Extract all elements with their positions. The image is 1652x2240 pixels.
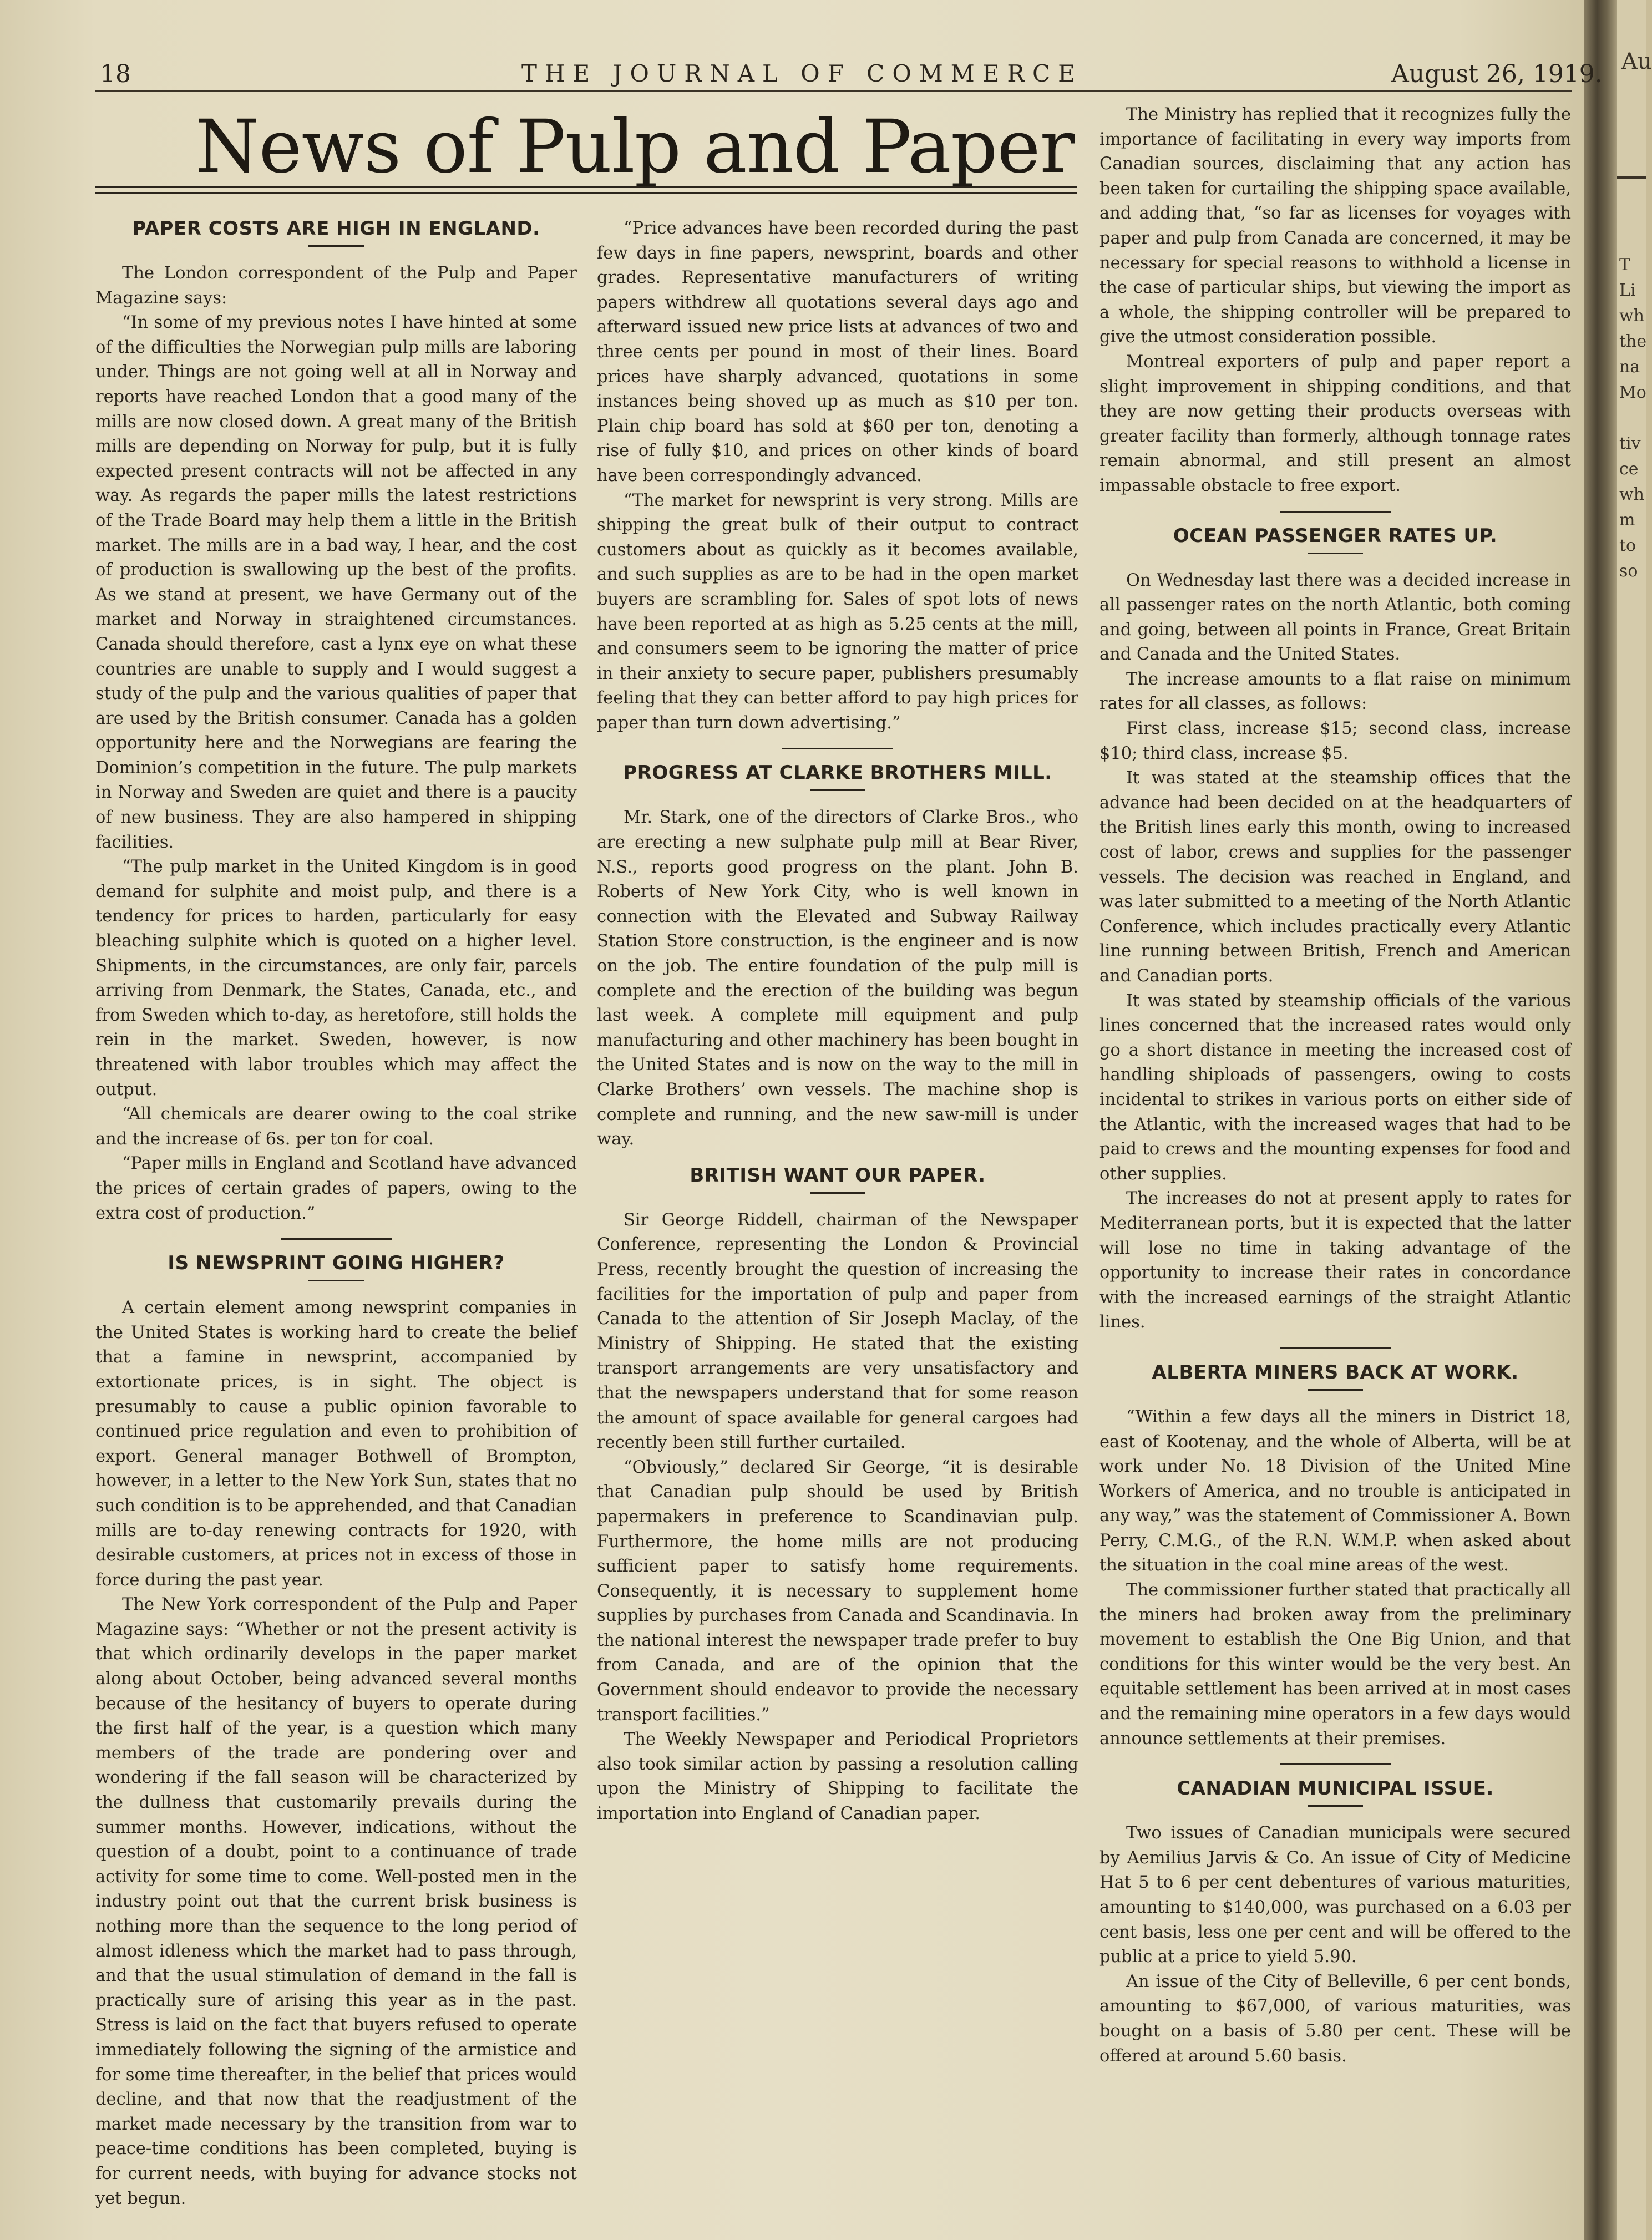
headline-rule [1308,1805,1363,1807]
headline-municipal-issue: CANADIAN MUNICIPAL ISSUE. [1177,1777,1494,1800]
paragraph: The New York correspondent of the Pulp and Paper Magazine says: “Whether or not the present activity is that which ordinarily develops in the paper market along about October, being advanced several months because of the hesitancy of buyers to operate during the first half of the year, is a question which many members of the trade are pondering over and wondering if the fall season will be characterized by the dullness that customarily prevails during the summer months. However, indications, without the question of a doubt, point to a continuance of trade activity for some time to come. Well-posted men in the industry point out that the current brisk business is nothing more than the sequence to the long period of almost idleness which the market had to pass through, and that the usual stimulation of demand in the fall is practically sure of arising this year as in the past. Stress is laid on the fact that buyers refused to operate immediately following the signing of the armistice and for some time thereafter, in the belief that prices would decline, and that now that the readjustment of the market made necessary by the transition from war to peace-time conditions has been completed, buying is for current needs, with buying for advance stocks not yet begun. [95,1595,577,2208]
column-3 [1099,103,1571,2069]
paragraph: Montreal exporters of pulp and paper report a slight improvement in shipping conditions, and that they are now getting their products overseas with greater facility than formerly, although tonnage rates remain abnormal, and still present an almost impassable obstacle to free export. [1099,352,1571,495]
adjacent-page-text: T Li wh the na Mo tiv ce wh m to so [1619,255,1647,581]
column-1 [95,216,577,2211]
issue-date: August 26, 1919. [1391,60,1603,88]
paragraph: An issue of the City of Belleville, 6 per cent bonds, amounting to $67,000, of various maturities, was bought on a basis of 5.80 per cent. These will be offered at around 5.60 basis. [1099,1972,1571,2066]
paragraph: The Ministry has replied that it recognizes fully the importance of facilitating in every way imports from Canadian sources, disclaiming that any action has been taken for curtailing the shipping space available, and adding that, “so far as licenses for voyages with paper and pulp from Canada are concerned, it may be necessary for special reasons to withhold a license in the case of particular ships, but viewing the import as a whole, the shipping controller will be prepared to give the utmost consideration possible. [1099,105,1571,347]
paragraph: The increases do not at present apply to rates for Mediterranean ports, but it is expected that the latter will lose no time in taking advantage of the opportunity to increase their rates in concordance with the increased earnings of the straight Atlantic lines. [1099,1189,1571,1332]
headline-rule [1308,1389,1363,1391]
paragraph: “Within a few days all the miners in District 18, east of Kootenay, and the whole of Alberta, will be at work under No. 18 Division of the United Mine Workers of America, and no trouble is anticipated in any way,” was the statement of Commissioner A. Bown Perry, C.M.G., of the R.N. W.M.P. when asked about the situation in the coal mine areas of the west. [1099,1407,1571,1575]
paragraph: Sir George Riddell, chairman of the Newspaper Conference, representing the London & Provincial Press, recently brought the question of increasing the facilities for the importation of pulp and paper from Canada to the attention of Sir Joseph Maclay, of the Ministry of Shipping. He stated that the existing transport arrangements are very unsatisfactory and that the newspapers understand that for some reason the amount of space available for general cargoes had recently been still further curtailed. [597,1210,1078,1453]
header-rule [95,90,1572,92]
paragraph: Two issues of Canadian municipals were secured by Aemilius Jarvis & Co. An issue of City of Medicine Hat 5 to 6 per cent debentures of various maturities, amounting to $140,000, was purchased on a 6.03 per cent basis, less one per cent and will be offered to the public at a price to yield 5.90. [1099,1823,1571,1967]
article-separator [1280,1763,1391,1765]
section-title: News of Pulp and Paper [195,104,1075,190]
journal-title: THE JOURNAL OF COMMERCE [521,60,1083,87]
section-masthead [95,99,1077,199]
headline-alberta-miners: ALBERTA MINERS BACK AT WORK. [1152,1361,1519,1383]
headline-paper-costs: PAPER COSTS ARE HIGH IN ENGLAND. [132,217,540,240]
headline-rule [1308,553,1363,554]
headline-newsprint: IS NEWSPRINT GOING HIGHER? [168,1252,505,1275]
headline-british-want-paper: BRITISH WANT OUR PAPER. [690,1164,986,1187]
column-2 [597,216,1078,1827]
paragraph: The commissioner further stated that practically all the miners had broken away from the preliminary movement to establish the One Big Union, and that conditions for this winter would be the very best. An equitable settlement has been arrived at in most cases and the remaining mine operators in a few days would announce settlements at their premises. [1099,1580,1571,1749]
paragraph: It was stated by steamship officials of the various lines concerned that the increased rates would only go a short distance in meeting the increased cost of handling shiploads of passengers, owing to costs incidental to strikes in various ports on either side of the Atlantic, with the increased wages that had to be paid to crews and the mounting expenses for food and other supplies. [1099,991,1571,1184]
headline-rule [308,1280,364,1281]
article-separator [1280,1347,1391,1349]
headline-clarke-brothers: PROGRESS AT CLARKE BROTHERS MILL. [623,762,1052,784]
paragraph: On Wednesday last there was a decided increase in all passenger rates on the north Atlantic, both coming and going, between all points in France, Great Britain and Canada and the United States. [1099,570,1571,665]
paragraph: “Paper mills in England and Scotland have advanced the prices of certain grades of papers, owing to the extra cost of production.” [95,1154,577,1223]
paragraph: The London correspondent of the Pulp and Paper Magazine says: [95,263,577,308]
adjacent-page-rule [1617,176,1646,179]
binding-gutter [1584,0,1617,2240]
paragraph: “All chemicals are dearer owing to the coal strike and the increase of 6s. per ton for coal. [95,1104,577,1149]
headline-rule [810,789,865,791]
headline-rule [308,245,364,247]
paragraph: A certain element among newsprint companies in the United States is working hard to create the belief that a famine in newsprint, accompanied by extortionate prices, is in sight. The object is presumably to cause a public opinion favorable to continued price regulation and even to prohibition of export. General manager Bothwell of Brompton, however, in a letter to the New York Sun, states that no such condition is to be apprehended, and that Canadian mills are to-day renewing contracts for 1920, with desirable customers, at prices not in excess of those in force during the past year. [95,1298,577,1590]
paragraph: “The market for newsprint is very strong. Mills are shipping the great bulk of their output to contract customers about as quickly as it becomes available, and such supplies as are to be had in the open market buyers are scrambling for. Sales of spot lots of news have been reported at as high as 5.25 cents at the mill, and consumers seem to be ignoring the matter of price in their anxiety to secure paper, publishers presumably feeling that they can better afford to pay high prices for paper than turn down advertising.” [597,490,1078,733]
paragraph: It was stated at the steamship offices that the advance had been decided on at the headquarters of the British lines early this month, owing to increased cost of labor, crews and supplies for the passenger vessels. The decision was reached in England, and was later submitted to a meeting of the North Atlantic Conference, which includes practically every Atlantic line running between British, French and American and Canadian ports. [1099,768,1571,986]
article-separator [281,1238,392,1240]
paragraph: The Weekly Newspaper and Periodical Proprietors also took similar action by passing a resolution calling upon the Ministry of Shipping to facilitate the importation into England of Canadian paper. [597,1730,1078,1824]
paragraph: The increase amounts to a flat raise on minimum rates for all classes, as follows: [1099,669,1571,714]
paragraph: Mr. Stark, one of the directors of Clarke Bros., who are erecting a new sulphate pulp mill at Bear River, N.S., reports good progress on the plant. John B. Roberts of New York City, who is well known in connection with the Elevated and Subway Railway Station Store construction, is the engineer and is now on the job. The entire foundation of the pulp mill is complete and the erection of the building was begun last week. A complete mill equipment and pulp manufacturing and other machinery has been bought in the United States and is now on the way to the mill in Clarke Brothers’ own vessels. The machine shop is complete and running, and the new saw-mill is under way. [597,808,1078,1149]
masthead-rule-top [95,186,1077,188]
paragraph: “Obviously,” declared Sir George, “it is desirable that Canadian pulp should be used by British papermakers in preference to Scandinavian pulp. Furthermore, the home mills are not producing sufficient paper to satisfy home requirements. Consequently, it is necessary to supplement home supplies by purchases from Canada and Scandinavia. In the national interest the newspaper trade prefer to buy from Canada, and are of the opinion that the Government should endeavor to provide the necessary transport facilities.” [597,1457,1078,1725]
headline-ocean-rates: OCEAN PASSENGER RATES UP. [1173,524,1498,547]
paragraph: “Price advances have been recorded during the past few days in fine papers, newsprint, boards and other grades. Representative manufacturers of writing papers withdrew all quotations several days ago and afterward issued new price lists at advances of two and three cents per pound in most of their lines. Board prices have sharply advanced, quotations in some instances being shoved up as much as $10 per ton. Plain chip board has sold at $60 per ton, denoting a rise of fully $10, and prices on other kinds of board have been correspondingly advanced. [597,219,1078,485]
headline-rule [810,1192,865,1194]
adjacent-page-edge [1617,0,1652,2240]
page-number: 18 [100,60,131,88]
adjacent-page-header: Au [1621,49,1652,74]
paragraph: “In some of my previous notes I have hinted at some of the difficulties the Norwegian pulp mills are laboring under. Things are not going well at all in Norway and reports have reached London that a good many of the mills are now closed down. A great many of the British mills are depending on Norway for pulp, but it is fully expected present contracts will not be affected in any way. As regards the paper mills the latest restrictions of the Trade Board may help them a little in the British market. The mills are in a bad way, I hear, and the cost of production is swallowing up the best of the profits. As we stand at present, we have Germany out of the market and Norway in straightened circumstances. Canada should therefore, cast a lynx eye on what these countries are unable to supply and I would suggest a study of the pulp and the various qualities of paper that are used by the British consumer. Canada has a golden opportunity here and the Norwegians are fearing the Dominion’s competition in the future. The pulp markets in Norway and Sweden are quiet and there is a paucity of new business. They are also hampered in shipping facilities. [95,313,577,852]
paragraph: “The pulp market in the United Kingdom is in good demand for sulphite and moist pulp, and there is a tendency for prices to harden, particularly for easy bleaching sulphite which is quoted on a higher level. Shipments, in the circumstances, are only fair, parcels arriving from Denmark, the States, Canada, etc., and from Sweden which to-day, as heretofore, still holds the rein in the market. Sweden, however, is now threatened with labor troubles which may affect the output. [95,857,577,1099]
article-separator [1280,511,1391,513]
masthead-rule-bottom [95,192,1077,194]
article-separator [782,748,893,749]
paragraph: First class, increase $15; second class, increase $10; third class, increase $5. [1099,719,1571,763]
